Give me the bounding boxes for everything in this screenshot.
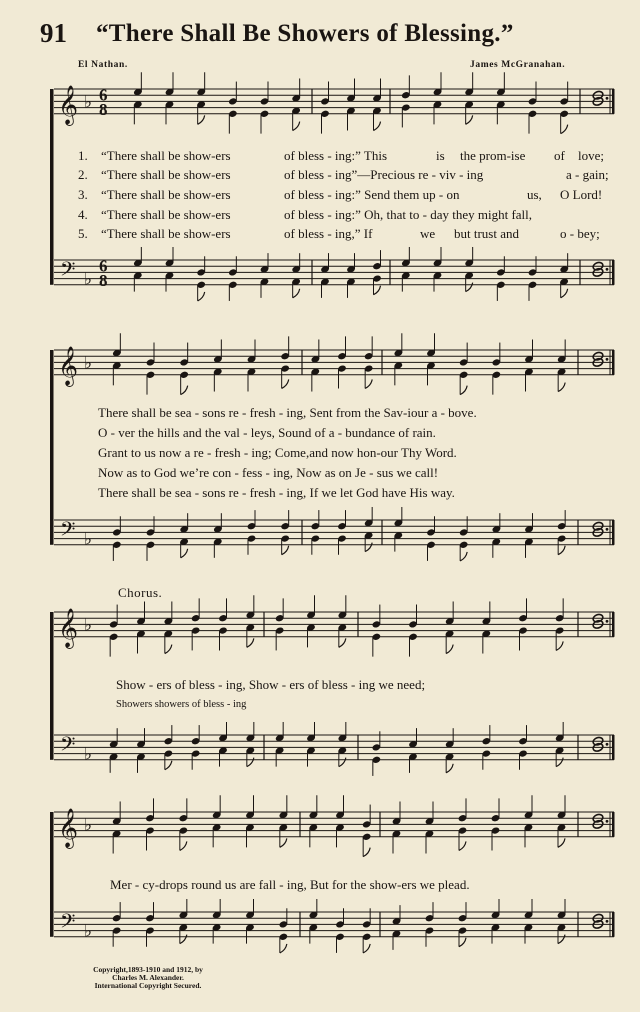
verse-lyric: Grant to us now a re - fresh - ing; Come,and now hon-our Thy Word. <box>98 445 457 460</box>
note-flag <box>460 386 467 395</box>
note-flag <box>556 641 563 650</box>
verse-lyric: Now as to God we’re con - fess - ing, Now as on Je - sus we call! <box>98 465 439 480</box>
note-flag <box>561 125 568 134</box>
copyright-notice <box>78 966 218 990</box>
note-flag <box>293 122 300 131</box>
note-flag <box>556 758 563 767</box>
note-flag <box>558 935 565 944</box>
flat-key-signature: ♭ <box>84 529 93 550</box>
flat-key-signature: ♭ <box>84 815 93 836</box>
verse-lyric: “There shall be show-ers <box>101 167 231 182</box>
note-flag <box>466 283 473 292</box>
chorus-label: Chorus. <box>118 585 163 600</box>
verse-lyric: There shall be sea - sons re - fresh - ing, If we let God have His way. <box>98 485 455 500</box>
verse-lyric: “There shall be show-ers <box>101 226 231 241</box>
note-flag <box>561 289 568 298</box>
verse-lyric: us, <box>527 187 542 202</box>
final-barline <box>612 735 615 760</box>
verse-lyric: love; <box>578 148 604 163</box>
final-barline <box>612 350 615 375</box>
verse-lyric: a - gain; <box>566 167 609 182</box>
hymn-number: 91 <box>40 18 67 48</box>
flat-key-signature: ♭ <box>84 353 93 374</box>
note-flag <box>280 838 287 847</box>
flat-key-signature: ♭ <box>84 92 93 113</box>
verse-lyric: is <box>436 148 445 163</box>
bass-clef: 𝄢 <box>60 257 76 286</box>
verse-lyric: of bless - ing,” If <box>284 226 373 241</box>
verse-lyric: of <box>554 148 565 163</box>
verse-lyric: of bless - ing”—Precious re - viv - ing <box>284 167 484 182</box>
verse-number: 5. <box>78 226 88 241</box>
note-flag <box>181 386 188 395</box>
note-flag <box>282 546 289 555</box>
system-bracket <box>50 812 54 937</box>
note-flag <box>180 841 187 850</box>
note-flag <box>165 761 172 770</box>
verse-lyric: O Lord! <box>560 187 603 202</box>
note-flag <box>363 848 370 857</box>
verse-lyric: O - ver the hills and the val - leys, Sound of a - bundance of rain. <box>98 425 436 440</box>
note-flag <box>247 638 254 647</box>
verse-lyric: of bless - ing:” Oh, that to - day they might fall, <box>284 207 533 222</box>
time-signature-top: 6 <box>99 256 108 276</box>
note-flag <box>339 638 346 647</box>
flat-key-signature: ♭ <box>84 921 93 942</box>
copyright-line: International Copyright Secured. <box>94 981 202 990</box>
note-flag <box>466 115 473 124</box>
note-flag <box>374 122 381 131</box>
final-barline <box>612 912 615 937</box>
chorus-bass-lyric: Showers showers of bless - ing <box>116 699 247 710</box>
note-flag <box>374 286 381 295</box>
note-flag <box>282 379 289 388</box>
note-flag <box>293 289 300 298</box>
note-flag <box>165 645 172 654</box>
note-flag <box>459 938 466 947</box>
note-flag <box>558 838 565 847</box>
verse-number: 1. <box>78 148 88 163</box>
dot <box>606 820 609 823</box>
note-flag <box>339 758 346 767</box>
treble-clef: 𝄞 <box>58 84 79 125</box>
dot <box>606 743 609 746</box>
bass-clef: 𝄢 <box>60 732 76 761</box>
composer-credit: James McGranahan. <box>470 60 566 70</box>
note-flag <box>446 764 453 773</box>
dot <box>606 268 609 271</box>
verse-lyric: o - bey; <box>560 226 600 241</box>
copyright-line: Copyright,1893-1910 and 1912, by <box>93 965 203 974</box>
flat-key-signature: ♭ <box>84 615 93 636</box>
final-barline <box>612 612 615 637</box>
final-barline <box>612 89 615 114</box>
note-flag <box>558 546 565 555</box>
system-bracket <box>50 89 54 285</box>
flat-key-signature: ♭ <box>84 269 93 290</box>
bass-clef: 𝄢 <box>60 517 76 546</box>
note-flag <box>198 115 205 124</box>
verse-lyric: “There shall be show-ers <box>101 187 231 202</box>
note-flag <box>365 543 372 552</box>
note-flag <box>459 841 466 850</box>
verse-number: 4. <box>78 207 88 222</box>
dot <box>606 528 609 531</box>
treble-clef: 𝄞 <box>58 345 79 386</box>
time-signature-bottom: 8 <box>99 270 108 290</box>
verse-lyric: “There shall be show-ers <box>101 207 231 222</box>
author-credit: El Nathan. <box>78 60 128 70</box>
verse-number: 2. <box>78 167 88 182</box>
note-flag <box>180 935 187 944</box>
chorus-lyric: Mer - cy-drops round us are fall - ing, But for the show-ers we plead. <box>110 877 470 892</box>
copyright-line: Charles M. Alexander. <box>112 973 184 982</box>
verse-lyric: the prom-ise <box>460 148 526 163</box>
note-flag <box>363 944 370 953</box>
time-signature-bottom: 8 <box>99 99 108 119</box>
treble-clef: 𝄞 <box>58 607 79 648</box>
chorus-lyric: Show - ers of bless - ing, Show - ers of bless - ing we need; <box>116 677 426 692</box>
verse-lyric: of bless - ing:” This <box>284 148 388 163</box>
note-flag <box>247 758 254 767</box>
verse-lyric: of bless - ing:” Send them up - on <box>284 187 460 202</box>
verse-lyric: “There shall be show-ers <box>101 148 231 163</box>
dot <box>606 97 609 100</box>
note-flag <box>198 292 205 301</box>
bass-clef: 𝄢 <box>60 909 76 938</box>
final-barline <box>612 520 615 545</box>
time-signature-top: 6 <box>99 85 108 105</box>
hymn-title: “There Shall Be Showers of Blessing.” <box>96 20 514 47</box>
verse-lyric: but trust and <box>454 226 519 241</box>
verse-number: 3. <box>78 187 88 202</box>
note-flag <box>365 379 372 388</box>
note-flag <box>460 552 467 561</box>
dot <box>606 620 609 623</box>
system-bracket <box>50 612 54 760</box>
note-flag <box>446 645 453 654</box>
note-flag <box>558 383 565 392</box>
final-barline <box>612 260 615 285</box>
verse-lyric: we <box>420 226 436 241</box>
final-barline <box>612 812 615 837</box>
note-flag <box>181 549 188 558</box>
verse-lyric: There shall be sea - sons re - fresh - ing, Sent from the Sav-iour a - bove. <box>98 405 477 420</box>
dot <box>606 358 609 361</box>
treble-clef: 𝄞 <box>58 807 79 848</box>
note-flag <box>280 944 287 953</box>
system-bracket <box>50 350 54 545</box>
dot <box>606 920 609 923</box>
flat-key-signature: ♭ <box>84 744 93 765</box>
